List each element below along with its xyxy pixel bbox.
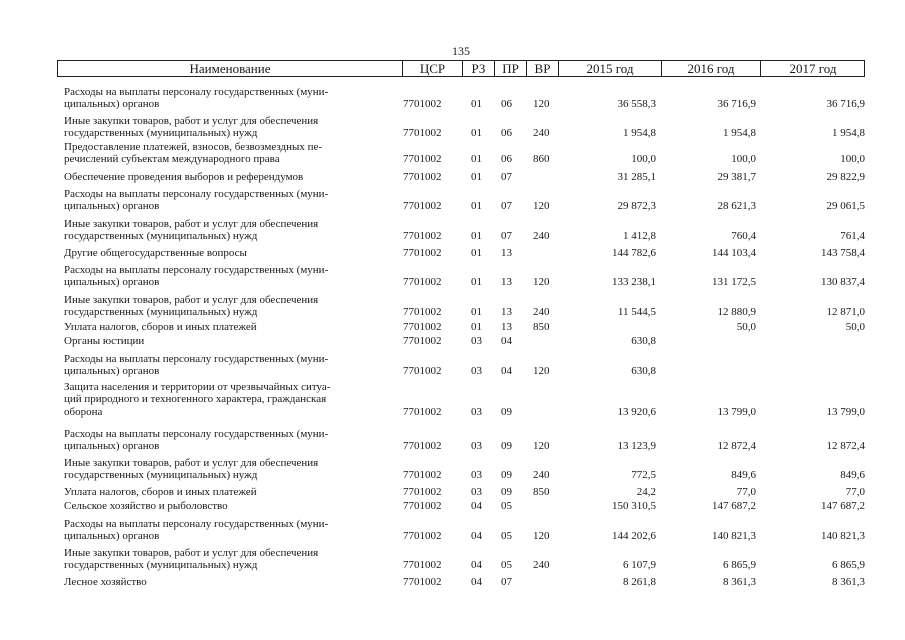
row-2016: 36 716,9 [717, 98, 756, 110]
row-2015: 133 238,1 [612, 276, 656, 288]
table-row [0, 381, 905, 419]
row-name: Иные закупки товаров, работ и услуг для обеспечения государственных (муниципальных) нужд [64, 115, 319, 140]
row-values [0, 230, 905, 243]
row-2016: 13 799,0 [717, 406, 756, 418]
row-values [0, 559, 905, 572]
row-name: Расходы на выплаты персоналу государственных (муни- ципальных) органов [64, 428, 329, 453]
row-pr: 05 [501, 559, 512, 571]
row-name: Предоставление платежей, взносов, безвозмездных пе- речислений субъектам международного права [64, 141, 323, 166]
row-vr: 240 [533, 306, 550, 318]
row-values [0, 153, 905, 166]
row-values [0, 247, 905, 260]
row-2015: 29 872,3 [617, 200, 656, 212]
header-2016: 2016 год [661, 61, 760, 76]
row-values [0, 440, 905, 453]
row-vr: 120 [533, 440, 550, 452]
row-2015: 144 782,6 [612, 247, 656, 259]
row-rz: 04 [471, 500, 482, 512]
header-2017: 2017 год [760, 61, 865, 76]
header-vr: ВР [526, 61, 558, 76]
row-csr: 7701002 [403, 469, 442, 481]
row-csr: 7701002 [403, 530, 442, 542]
row-values [0, 530, 905, 543]
row-rz: 01 [471, 306, 482, 318]
row-2016: 29 381,7 [717, 171, 756, 183]
header-csr: ЦСР [402, 61, 462, 76]
row-name: Расходы на выплаты персоналу государственных (муни- ципальных) органов [64, 518, 329, 543]
row-2017: 849,6 [840, 469, 865, 481]
row-name: Уплата налогов, сборов и иных платежей [64, 321, 257, 333]
row-name: Уплата налогов, сборов и иных платежей [64, 486, 257, 498]
table-row [0, 247, 905, 260]
row-2016: 100,0 [731, 153, 756, 165]
row-name: Иные закупки товаров, работ и услуг для обеспечения государственных (муниципальных) нужд [64, 218, 319, 243]
row-2015: 144 202,6 [612, 530, 656, 542]
row-2017: 13 799,0 [826, 406, 865, 418]
row-pr: 09 [501, 469, 512, 481]
row-rz: 01 [471, 200, 482, 212]
table-row [0, 294, 905, 319]
row-2015: 13 123,9 [617, 440, 656, 452]
row-2017: 6 865,9 [832, 559, 865, 571]
row-2017: 1 954,8 [832, 127, 865, 139]
row-values [0, 365, 905, 378]
row-values [0, 486, 905, 499]
row-csr: 7701002 [403, 440, 442, 452]
row-2015: 150 310,5 [612, 500, 656, 512]
table-row [0, 218, 905, 243]
row-pr: 05 [501, 530, 512, 542]
row-pr: 07 [501, 200, 512, 212]
row-vr: 240 [533, 469, 550, 481]
row-name: Расходы на выплаты персоналу государственных (муни- ципальных) органов [64, 353, 329, 378]
row-2016: 28 621,3 [717, 200, 756, 212]
row-2015: 11 544,5 [617, 306, 656, 318]
row-2017: 143 758,4 [821, 247, 865, 259]
row-csr: 7701002 [403, 276, 442, 288]
row-values [0, 306, 905, 319]
row-rz: 03 [471, 440, 482, 452]
row-rz: 01 [471, 276, 482, 288]
row-rz: 01 [471, 230, 482, 242]
row-2015: 772,5 [631, 469, 656, 481]
row-pr: 13 [501, 306, 512, 318]
row-csr: 7701002 [403, 559, 442, 571]
row-name: Защита населения и территории от чрезвычайных ситуа- ций природного и техногенного характера, гражданская оборона [64, 381, 331, 418]
row-rz: 01 [471, 321, 482, 333]
row-vr: 850 [533, 321, 550, 333]
row-pr: 07 [501, 230, 512, 242]
page-number: 135 [452, 44, 470, 58]
row-2016: 140 821,3 [712, 530, 756, 542]
header-pr: ПР [494, 61, 526, 76]
row-2017: 130 837,4 [821, 276, 865, 288]
table-row [0, 518, 905, 543]
row-csr: 7701002 [403, 98, 442, 110]
row-name: Иные закупки товаров, работ и услуг для обеспечения государственных (муниципальных) нужд [64, 457, 319, 482]
table-row [0, 457, 905, 482]
row-pr: 04 [501, 335, 512, 347]
row-values [0, 98, 905, 111]
row-2015: 100,0 [631, 153, 656, 165]
row-csr: 7701002 [403, 365, 442, 377]
row-2017: 761,4 [840, 230, 865, 242]
row-values [0, 200, 905, 213]
row-vr: 240 [533, 230, 550, 242]
row-name: Иные закупки товаров, работ и услуг для обеспечения государственных (муниципальных) нужд [64, 547, 319, 572]
row-name: Органы юстиции [64, 335, 145, 347]
row-csr: 7701002 [403, 306, 442, 318]
row-2016: 6 865,9 [723, 559, 756, 571]
header-name: Наименование [189, 61, 271, 76]
row-values [0, 171, 905, 184]
row-rz: 03 [471, 365, 482, 377]
row-csr: 7701002 [403, 406, 442, 418]
row-2015: 13 920,6 [617, 406, 656, 418]
row-pr: 09 [501, 406, 512, 418]
row-csr: 7701002 [403, 153, 442, 165]
header-2015: 2015 год [558, 61, 661, 76]
row-vr: 240 [533, 559, 550, 571]
row-pr: 13 [501, 276, 512, 288]
row-2015: 1 412,8 [623, 230, 656, 242]
row-vr: 850 [533, 486, 550, 498]
row-csr: 7701002 [403, 486, 442, 498]
row-name: Другие общегосударственные вопросы [64, 247, 247, 259]
row-values [0, 321, 905, 334]
row-rz: 04 [471, 576, 482, 588]
row-2015: 36 558,3 [617, 98, 656, 110]
row-rz: 04 [471, 530, 482, 542]
row-csr: 7701002 [403, 500, 442, 512]
row-2017: 8 361,3 [832, 576, 865, 588]
row-2017: 29 822,9 [826, 171, 865, 183]
row-values [0, 469, 905, 482]
row-rz: 03 [471, 469, 482, 481]
row-vr: 860 [533, 153, 550, 165]
row-rz: 01 [471, 171, 482, 183]
table-row [0, 486, 905, 499]
row-2017: 12 871,0 [826, 306, 865, 318]
table-row [0, 141, 905, 166]
row-pr: 06 [501, 98, 512, 110]
row-csr: 7701002 [403, 200, 442, 212]
table-row [0, 171, 905, 184]
row-values [0, 335, 905, 348]
row-name: Расходы на выплаты персоналу государственных (муни- ципальных) органов [64, 188, 329, 213]
row-2016: 760,4 [731, 230, 756, 242]
row-csr: 7701002 [403, 247, 442, 259]
row-2015: 630,8 [631, 365, 656, 377]
row-2016: 50,0 [736, 321, 756, 333]
row-rz: 04 [471, 559, 482, 571]
row-rz: 03 [471, 406, 482, 418]
table-row [0, 264, 905, 289]
row-rz: 01 [471, 127, 482, 139]
row-name: Иные закупки товаров, работ и услуг для обеспечения государственных (муниципальных) нужд [64, 294, 319, 319]
row-2017: 140 821,3 [821, 530, 865, 542]
row-2016: 8 361,3 [723, 576, 756, 588]
row-2015: 31 285,1 [617, 171, 656, 183]
row-pr: 09 [501, 486, 512, 498]
row-pr: 09 [501, 440, 512, 452]
row-rz: 03 [471, 486, 482, 498]
row-2016: 147 687,2 [712, 500, 756, 512]
row-pr: 13 [501, 247, 512, 259]
row-vr: 240 [533, 127, 550, 139]
table-row [0, 500, 905, 513]
table-row [0, 86, 905, 111]
row-name: Сельское хозяйство и рыболовство [64, 500, 228, 512]
row-2016: 12 880,9 [717, 306, 756, 318]
table-row [0, 188, 905, 213]
row-rz: 03 [471, 335, 482, 347]
row-pr: 13 [501, 321, 512, 333]
row-2017: 77,0 [845, 486, 865, 498]
row-pr: 05 [501, 500, 512, 512]
row-pr: 07 [501, 576, 512, 588]
row-csr: 7701002 [403, 127, 442, 139]
row-pr: 04 [501, 365, 512, 377]
row-csr: 7701002 [403, 576, 442, 588]
row-2016: 131 172,5 [712, 276, 756, 288]
row-pr: 06 [501, 127, 512, 139]
table-row [0, 428, 905, 453]
row-2016: 1 954,8 [723, 127, 756, 139]
row-values [0, 406, 905, 419]
row-2016: 849,6 [731, 469, 756, 481]
row-vr: 120 [533, 365, 550, 377]
row-2016: 77,0 [736, 486, 756, 498]
row-2015: 630,8 [631, 335, 656, 347]
row-2015: 1 954,8 [623, 127, 656, 139]
table-row [0, 576, 905, 589]
row-rz: 01 [471, 153, 482, 165]
row-2016: 144 103,4 [712, 247, 756, 259]
row-2015: 24,2 [636, 486, 656, 498]
row-vr: 120 [533, 276, 550, 288]
row-2017: 50,0 [845, 321, 865, 333]
row-values [0, 576, 905, 589]
row-csr: 7701002 [403, 230, 442, 242]
row-pr: 07 [501, 171, 512, 183]
row-2017: 36 716,9 [826, 98, 865, 110]
row-2015: 6 107,9 [623, 559, 656, 571]
row-2017: 147 687,2 [821, 500, 865, 512]
row-vr: 120 [533, 98, 550, 110]
row-rz: 01 [471, 98, 482, 110]
row-pr: 06 [501, 153, 512, 165]
row-2015: 8 261,8 [623, 576, 656, 588]
table-row [0, 353, 905, 378]
row-values [0, 500, 905, 513]
row-values [0, 127, 905, 140]
table-row [0, 335, 905, 348]
table-row [0, 321, 905, 334]
table-row [0, 547, 905, 572]
row-2017: 12 872,4 [826, 440, 865, 452]
header-rz: РЗ [462, 61, 494, 76]
row-name: Лесное хозяйство [64, 576, 147, 588]
table-header [57, 60, 865, 77]
row-name: Обеспечение проведения выборов и референдумов [64, 171, 304, 183]
row-2017: 29 061,5 [826, 200, 865, 212]
row-vr: 120 [533, 200, 550, 212]
row-vr: 120 [533, 530, 550, 542]
row-csr: 7701002 [403, 335, 442, 347]
row-name: Расходы на выплаты персоналу государственных (муни- ципальных) органов [64, 264, 329, 289]
row-2016: 12 872,4 [717, 440, 756, 452]
row-name: Расходы на выплаты персоналу государственных (муни- ципальных) органов [64, 86, 329, 111]
table-row [0, 115, 905, 140]
row-values [0, 276, 905, 289]
row-rz: 01 [471, 247, 482, 259]
row-csr: 7701002 [403, 321, 442, 333]
row-csr: 7701002 [403, 171, 442, 183]
row-2017: 100,0 [840, 153, 865, 165]
